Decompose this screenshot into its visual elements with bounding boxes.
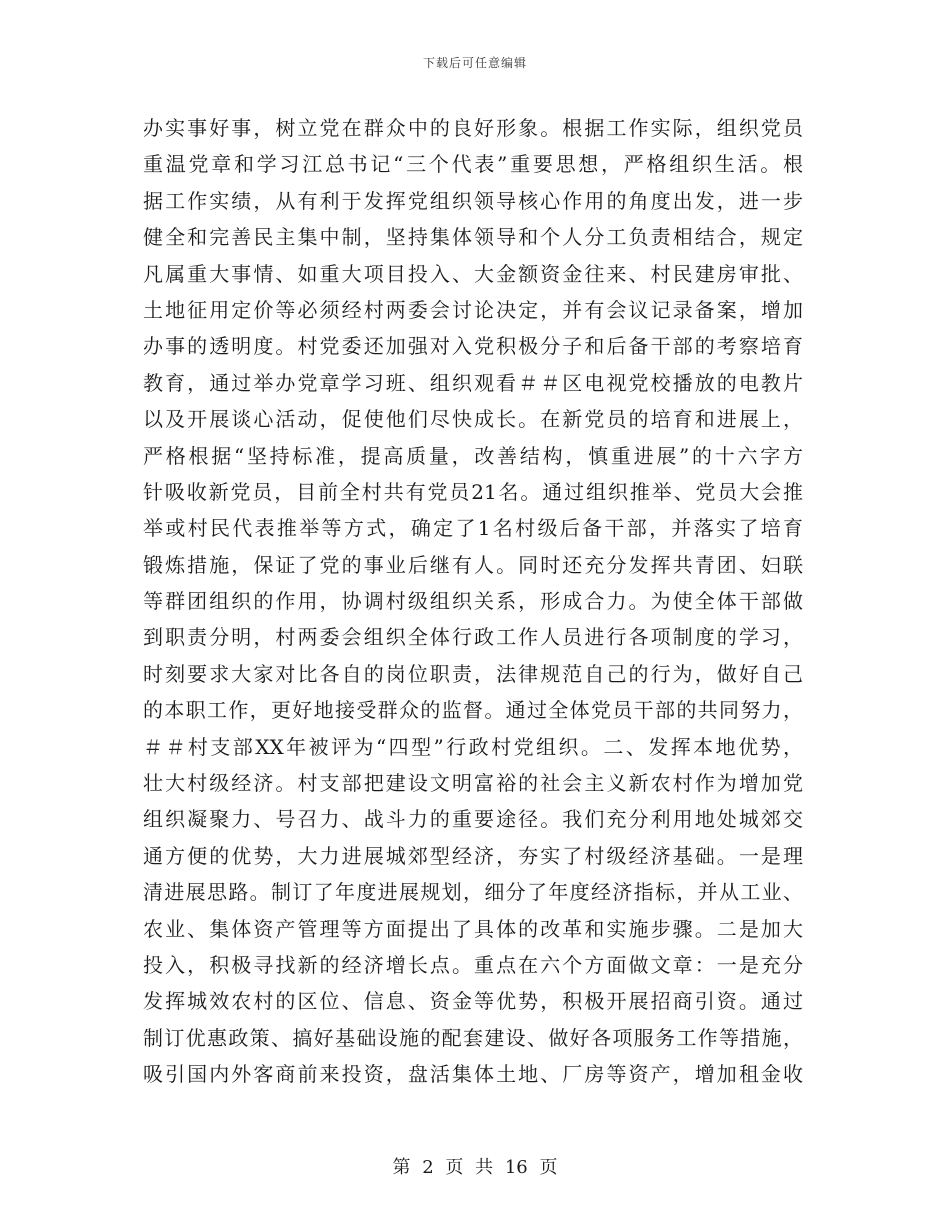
body-line-4: 健全和完善民主集中制，坚持集体领导和个人分工负责相结合，规定	[143, 225, 803, 250]
body-line-6: 土地征用定价等必须经村两委会讨论决定，并有会议记录备案，增加	[143, 297, 803, 322]
body-line-13: 锻炼措施，保证了党的事业后继有人。同时还充分发挥共青团、妇联	[143, 552, 803, 577]
body-line-23: 农业、集体资产管理等方面提出了具体的改革和实施步骤。二是加大	[143, 916, 803, 941]
body-line-9: 以及开展谈心活动，促使他们尽快成长。在新党员的培育和进展上，	[143, 407, 803, 432]
body-line-7: 办事的透明度。村党委还加强对入党积极分子和后备干部的考察培育	[143, 334, 803, 359]
body-line-14: 等群团组织的作用，协调村级组织关系，形成合力。为使全体干部做	[143, 589, 803, 614]
body-line-24: 投入，积极寻找新的经济增长点。重点在六个方面做文章：一是充分	[143, 952, 803, 977]
body-line-16: 时刻要求大家对比各自的岗位职责，法律规范自己的行为，做好自己	[143, 661, 803, 686]
body-line-8: 教育，通过举办党章学习班、组织观看＃＃区电视党校播放的电教片	[143, 370, 803, 395]
body-line-15: 到职责分明，村两委会组织全体行政工作人员进行各项制度的学习，	[143, 625, 803, 650]
body-line-2: 重温党章和学习江总书记“三个代表”重要思想，严格组织生活。根	[143, 152, 803, 177]
body-line-22: 清进展思路。制订了年度进展规划，细分了年度经济指标，并从工业、	[143, 880, 803, 905]
body-line-17: 的本职工作，更好地接受群众的监督。通过全体党员干部的共同努力，	[143, 698, 803, 723]
body-line-26: 制订优惠政策、搞好基础设施的配套建设、做好各项服务工作等措施，	[143, 1025, 803, 1050]
body-line-1: 办实事好事，树立党在群众中的良好形象。根据工作实际，组织党员	[143, 116, 803, 140]
body-line-18: ＃＃村支部XX年被评为“四型”行政村党组织。二、发挥本地优势，	[143, 734, 803, 759]
page-header: 下载后可任意编辑	[422, 56, 527, 70]
body-line-20: 组织凝聚力、号召力、战斗力的重要途径。我们充分利用地处城郊交	[143, 807, 803, 832]
body-line-12: 举或村民代表推举等方式，确定了1名村级后备干部，并落实了培育	[143, 516, 803, 541]
document-body	[143, 110, 803, 1093]
body-line-27: 吸引国内外客商前来投资，盘活集体土地、厂房等资产，增加租金收	[143, 1062, 803, 1087]
body-line-25: 发挥城效农村的区位、信息、资金等优势，积极开展招商引资。通过	[143, 989, 803, 1014]
body-line-5: 凡属重大事情、如重大项目投入、大金额资金往来、村民建房审批、	[143, 261, 803, 286]
page-number-footer: 第 2 页 共 16 页	[392, 1157, 558, 1178]
body-line-21: 通方便的优势，大力进展城郊型经济，夯实了村级经济基础。一是理	[143, 843, 803, 868]
body-line-19: 壮大村级经济。村支部把建设文明富裕的社会主义新农村作为增加党	[143, 771, 803, 796]
body-line-11: 针吸收新党员，目前全村共有党员21名。通过组织推举、党员大会推	[143, 479, 803, 504]
body-line-3: 据工作实绩，从有利于发挥党组织领导核心作用的角度出发，进一步	[143, 188, 803, 213]
body-line-10: 严格根据“坚持标准，提高质量，改善结构，慎重进展”的十六字方	[143, 443, 803, 468]
